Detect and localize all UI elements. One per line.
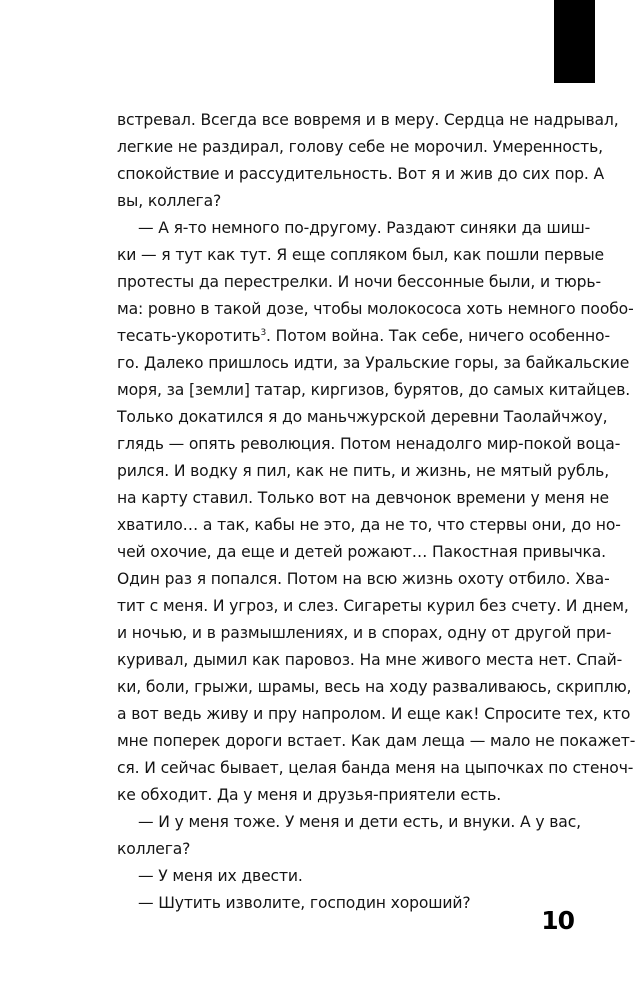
text-fragment: тесать-укоротить <box>117 327 261 345</box>
dialogue-line: — Шутить изволите, господин хороший? <box>138 894 471 912</box>
text-fragment: . Потом война. Так себе, ничего особенно- <box>266 327 610 345</box>
text-line: хватило… а так, кабы не это, да не то, что стервы они, до но- <box>117 516 621 534</box>
text-line: го. Далеко пришлось идти, за Уральские горы, за байкальские <box>117 354 630 372</box>
text-line: куривал, дымил как паровоз. На мне живого места нет. Спай- <box>117 651 623 669</box>
dialogue-line: — У меня их двести. <box>138 867 303 885</box>
text-line: тит с меня. И угроз, и слез. Сигареты курил без счету. И днем, <box>117 597 629 615</box>
text-line: вы, коллега? <box>117 192 222 210</box>
text-line: коллега? <box>117 840 191 858</box>
page-edge-tab <box>554 0 595 83</box>
text-line: мне поперек дороги встает. Как дам леща — мало не покажет- <box>117 732 636 750</box>
text-line: ки, боли, грыжи, шрамы, весь на ходу разваливаюсь, скриплю, <box>117 678 632 696</box>
text-line: ма: ровно в такой дозе, чтобы молокососа хоть немного пообо- <box>117 300 634 318</box>
text-line: ке обходит. Да у меня и друзья-приятели есть. <box>117 786 502 804</box>
text-line: и ночью, и в размышлениях, и в спорах, одну от другой при- <box>117 624 612 642</box>
text-line: чей охочие, да еще и детей рожают… Пакостная привычка. <box>117 543 606 561</box>
page-number: 10 <box>541 906 574 935</box>
footnote-marker[interactable]: 3 <box>260 327 267 338</box>
text-line: рился. И водку я пил, как не пить, и жизнь, не мятый рубль, <box>117 462 610 480</box>
text-line: на карту ставил. Только вот на девчонок времени у меня не <box>117 489 609 507</box>
body-text <box>117 107 636 917</box>
dialogue-line: — А я-то немного по-другому. Раздают синяки да шиш- <box>138 219 591 237</box>
dialogue-line: — И у меня тоже. У меня и дети есть, и внуки. А у вас, <box>138 813 581 831</box>
text-line: Один раз я попался. Потом на всю жизнь охоту отбило. Хва- <box>117 570 610 588</box>
text-line: протесты да перестрелки. И ночи бессонные были, и тюрь- <box>117 273 601 291</box>
text-line: встревал. Всегда все вовремя и в меру. Сердца не надрывал, <box>117 111 619 129</box>
text-line: легкие не раздирал, голову себе не морочил. Умеренность, <box>117 138 603 156</box>
text-line: Только докатился я до маньчжурской деревни Таолайчжоу, <box>117 408 608 426</box>
text-line: ки — я тут как тут. Я еще сопляком был, как пошли первые <box>117 246 604 264</box>
text-line: спокойствие и рассудительность. Вот я и жив до сих пор. А <box>117 165 604 183</box>
text-line: глядь — опять революция. Потом ненадолго мир-покой воца- <box>117 435 621 453</box>
text-line: а вот ведь живу и пру напролом. И еще как! Спросите тех, кто <box>117 705 631 723</box>
text-line-with-footnote <box>117 323 610 350</box>
text-line: ся. И сейчас бывает, целая банда меня на цыпочках по стеноч- <box>117 759 634 777</box>
text-line: моря, за [земли] татар, киргизов, бурятов, до самых китайцев. <box>117 381 631 399</box>
